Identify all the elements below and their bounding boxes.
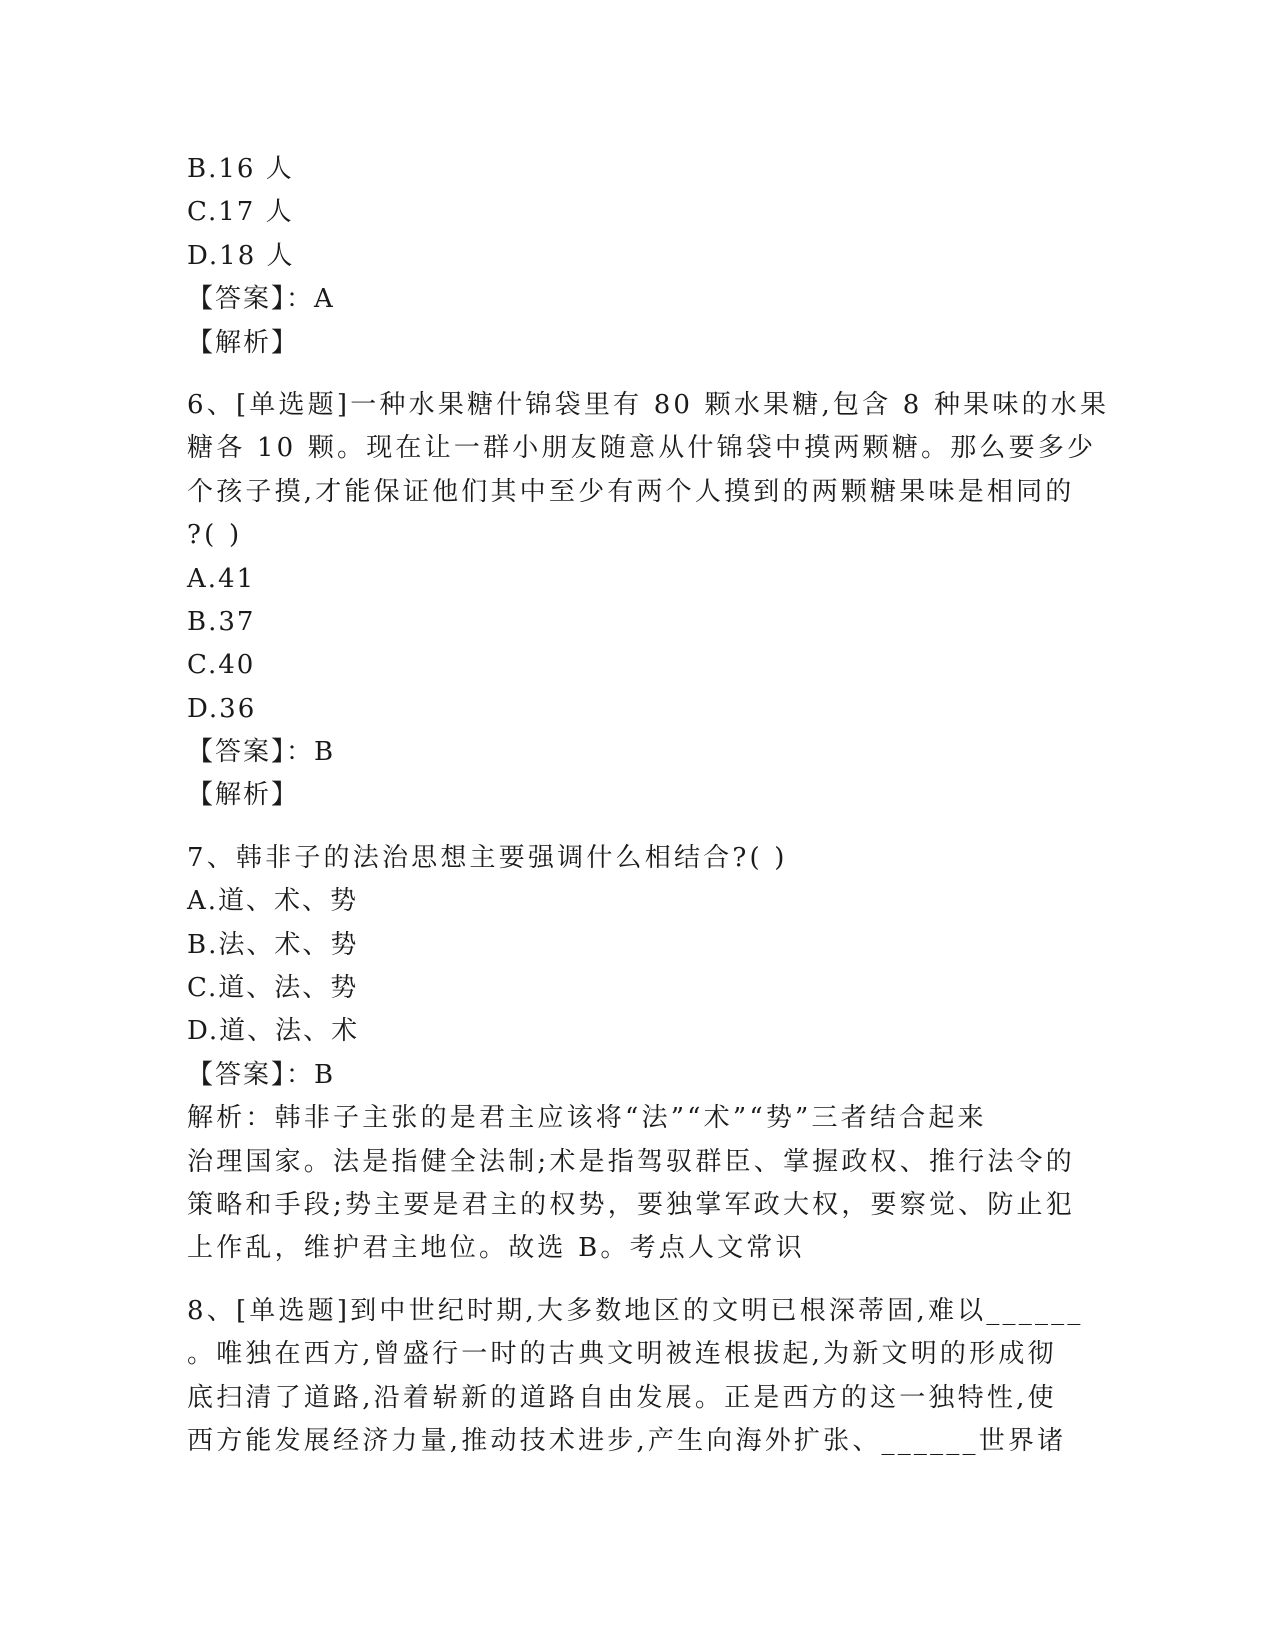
analysis-text — [187, 1097, 1087, 1271]
analysis-line: 策略和手段;势主要是君主的权势，要独掌军政大权，要察觉、防止犯 — [187, 1189, 1075, 1220]
option-b: B.法、术、势 — [187, 929, 359, 960]
option-a: A.41 — [187, 563, 256, 594]
analysis-label: 【解析】 — [187, 780, 300, 811]
option-c: C.40 — [187, 650, 256, 681]
stem-line: 。唯独在西方,曾盛行一时的古典文明被连根拔起,为新文明的形成彻 — [187, 1339, 1057, 1370]
stem-line: 7、韩非子的法治思想主要强调什么相结合?( ) — [187, 842, 788, 873]
stem-line: 西方能发展经济力量,推动技术进步,产生向海外扩张、______世界诸 — [187, 1425, 1067, 1456]
analysis-line: 治理国家。法是指健全法制;术是指驾驭群臣、掌握政权、推行法令的 — [187, 1146, 1075, 1177]
option-d: D.18 人 — [187, 240, 295, 271]
analysis-line: 解析：韩非子主张的是君主应该将“法”“术”“势”三者结合起来 — [187, 1103, 987, 1134]
analysis-line: 上作乱，维护君主地位。故选 B。考点人文常识 — [187, 1233, 805, 1264]
option-c: C.17 人 — [187, 197, 294, 228]
stem-line: 糖各 10 颗。现在让一群小朋友随意从什锦袋中摸两颗糖。那么要多少 — [187, 433, 1097, 464]
question-6 — [187, 384, 1110, 818]
question-stem — [187, 837, 1087, 880]
option-d: D.道、法、术 — [187, 1016, 360, 1047]
option-b: B.16 人 — [187, 154, 294, 184]
answer: 【答案】：A — [187, 284, 335, 315]
answer: 【答案】：B — [187, 737, 336, 768]
option-d: D.36 — [187, 693, 257, 724]
option-b: B.37 — [187, 606, 256, 637]
stem-line: 8、[单选题]到中世纪时期,大多数地区的文明已根深蒂固,难以______ — [187, 1295, 1084, 1326]
option-a: A.道、术、势 — [187, 886, 359, 917]
question-7 — [187, 837, 1087, 1271]
question-stem — [187, 1290, 1087, 1464]
stem-line: 底扫清了道路,沿着崭新的道路自由发展。正是西方的这一独特性,使 — [187, 1382, 1057, 1413]
analysis-label: 【解析】 — [187, 327, 300, 358]
question-stem — [187, 384, 1110, 558]
option-c: C.道、法、势 — [187, 973, 359, 1004]
document-page — [187, 148, 1110, 1463]
stem-line: ?( ) — [187, 520, 243, 551]
question-5 — [187, 148, 1087, 365]
stem-line: 个孩子摸,才能保证他们其中至少有两个人摸到的两颗糖果味是相同的 — [187, 476, 1075, 507]
answer: 【答案】：B — [187, 1059, 336, 1090]
question-8 — [187, 1290, 1087, 1464]
stem-line: 6、[单选题]一种水果糖什锦袋里有 80 颗水果糖,包含 8 种果味的水果 — [187, 389, 1110, 420]
